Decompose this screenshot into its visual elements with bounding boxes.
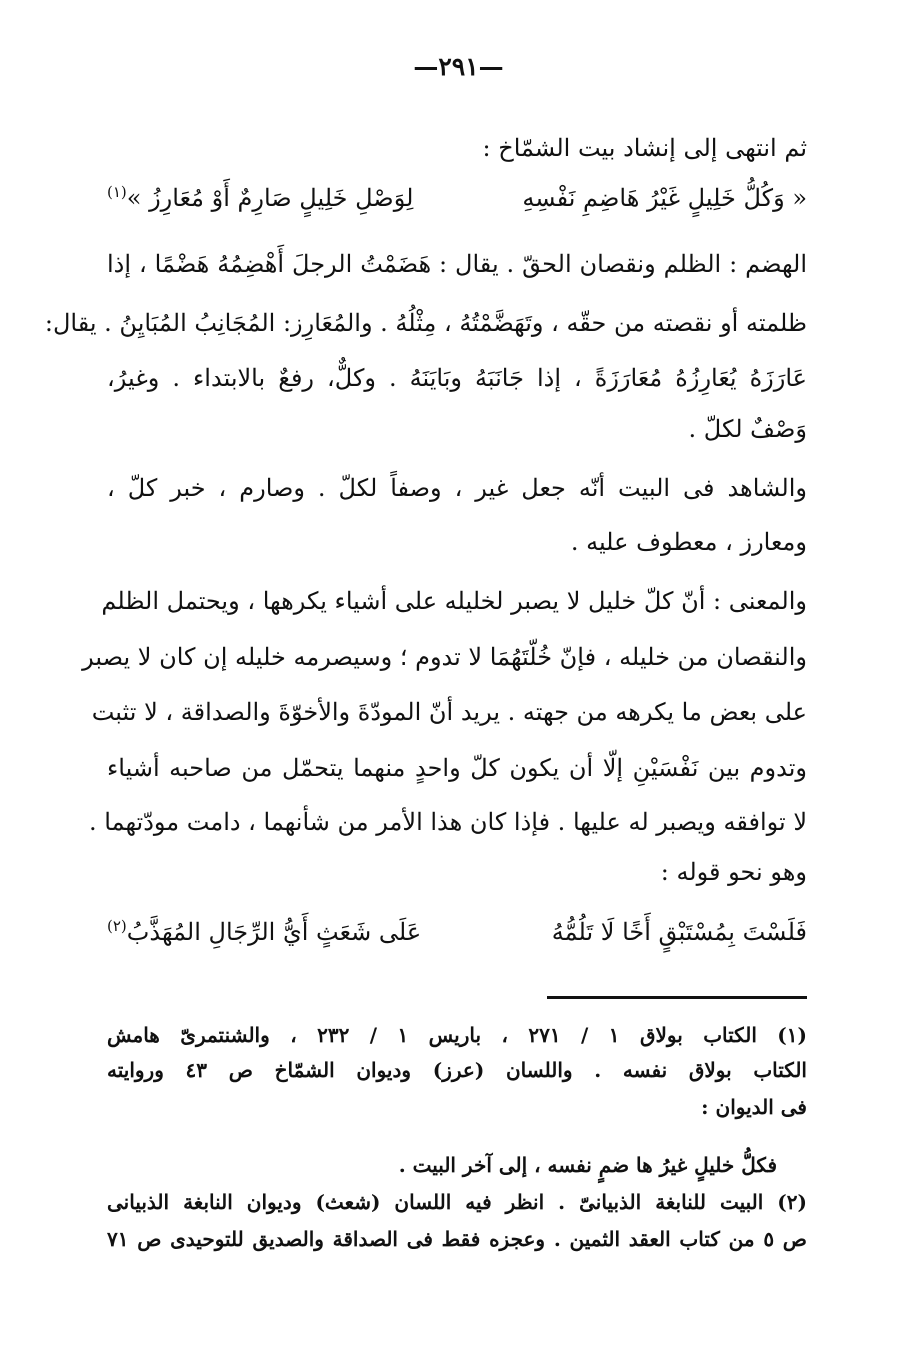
- verse-2-first-text: فَلَسْتَ بِمُسْتَبْقٍ أَخًا لَا تَلُمُّهُ: [551, 918, 807, 946]
- footnote-line: (٢) البيت للنابغة الذبيانىّ . انظر فيه اللسان (شعث) وديوان النابغة الذبيانى: [107, 1190, 807, 1214]
- body-line: على بعض ما يكرهه من جهته . يريد أنّ المودّةَ والأخوّةَ والصداقة ، لا تثبت: [91, 698, 807, 726]
- verse-1-first-hemistich: [522, 176, 807, 220]
- body-line: والمعنى : أنّ كلّ خليل لا يصبر لخليله على أشياء يكرهها ، ويحتمل الظلم: [101, 587, 807, 615]
- verse-1-first-text: « وَكُلُّ خَلِيلٍ غَيْرُ هَاضِمِ نَفْسِهِ: [522, 184, 807, 212]
- body-line: وتدوم بين نَفْسَيْنِ إلّا أن يكون كلّ واحدٍ منهما يتحمّل من صاحبه أشياء: [107, 754, 807, 782]
- body-line: وَصْفٌ لكلّ .: [688, 415, 807, 443]
- verse-1-second-hemistich: [107, 176, 413, 220]
- verse-2: [107, 910, 807, 954]
- verse-2-first-hemistich: [552, 910, 807, 954]
- body-line: عَارَزَهُ يُعَارِزُهُ مُعَارَزَةً ، إذا جَانَبَهُ وبَايَنَهُ . وكلٌّ، رفعٌ بالابتداء . وغيرُ،: [107, 364, 807, 392]
- footnote-line: ص ٥ من كتاب العقد الثمين . وعجزه فقط فى الصداقة والصديق للتوحيدى ص ٧١: [107, 1227, 807, 1251]
- intro-line: ثم انتهى إلى إنشاد بيت الشمّاخ :: [482, 134, 807, 162]
- body-line: الهضم : الظلم ونقصان الحقّ . يقال : هَضَمْتُ الرجلَ أَهْضِمُهُ هَضْمًا ، إذا: [107, 250, 807, 278]
- page-number: —٢٩١—: [413, 52, 504, 81]
- verse-2-second-hemistich: [107, 910, 421, 954]
- verse-2-second-text: عَلَى شَعَثٍ أَيُّ الرِّجَالِ المُهَذَّبُ: [126, 918, 422, 946]
- body-line: وهو نحو قوله :: [660, 858, 807, 886]
- footnote-ref-1: (١): [107, 183, 127, 201]
- footnote-line: (١) الكتاب بولاق ١ / ٢٧١ ، باريس ١ / ٢٣٢ ، والشنتمرىّ هامش: [107, 1023, 807, 1047]
- body-line: لا توافقه ويصبر له عليها . فإذا كان هذا الأمر من شأنهما ، دامت مودّتهما .: [89, 808, 807, 836]
- body-line: ومعارز ، معطوف عليه .: [570, 528, 807, 556]
- footnote-line: فى الديوان :: [701, 1095, 807, 1119]
- body-line: والشاهد فى البيت أنّه جعل غير ، وصفاً لكلّ . وصارم ، خبر كلّ ،: [107, 474, 807, 502]
- verse-1-second-text: لِوَصْلِ خَلِيلٍ صَارِمٌ أَوْ مُعَارِزُ »: [126, 184, 414, 212]
- body-line: ظلمته أو نقصته من حقّه ، وتَهَضَّمْتُهُ ، مِثْلُهُ . والمُعَارِز: المُجَانِبُ المُبَايِنُ . يقال:: [44, 309, 807, 337]
- verse-1: [107, 176, 807, 220]
- footnote-line: فكلُّ خليلٍ غيرُ ها ضمٍ نفسه ، إلى آخر البيت .: [398, 1153, 777, 1177]
- footnote-ref-2: (٢): [107, 917, 127, 935]
- footnote-separator: [547, 996, 807, 999]
- footnote-line: الكتاب بولاق نفسه . واللسان (عرز) وديوان الشمّاخ ص ٤٣ وروايته: [107, 1058, 807, 1082]
- body-line: والنقصان من خليله ، فإنّ خُلّتَهُمَا لا تدوم ؛ وسيصرمه خليله إن كان لا يصبر: [82, 643, 807, 671]
